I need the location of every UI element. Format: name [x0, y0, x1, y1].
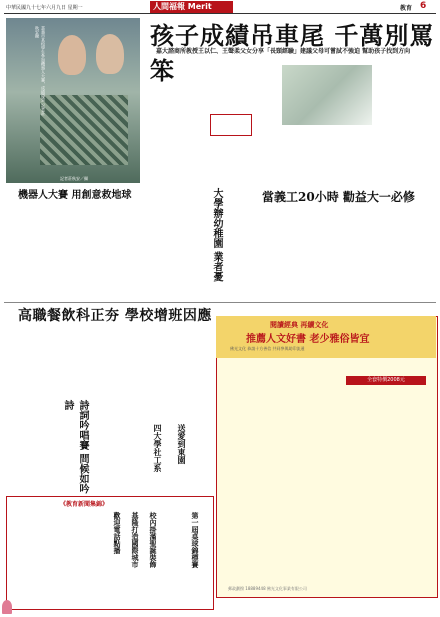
section-label: 教育 — [400, 5, 413, 12]
body-text-column — [8, 326, 60, 486]
family-photo — [282, 65, 372, 125]
robot-model — [40, 95, 128, 165]
body-text-column — [376, 58, 434, 178]
poetry-headline: 詩詞吟唱賽 問候如吟詩 — [62, 400, 88, 494]
pullquote-box — [210, 114, 252, 136]
section-rule — [4, 302, 436, 303]
top-headline: 孩子成績吊車尾 千萬別罵笨 — [150, 21, 435, 85]
footer-text: 郵政劃撥 18889448 佛光文化事業有限公司 — [228, 586, 307, 591]
body-text-column — [330, 208, 434, 300]
news-headline: 第一屆桌球錦標賽 — [191, 512, 200, 568]
body-text-column — [168, 326, 208, 486]
news-headline: 歡迎電話點播 — [113, 512, 122, 554]
lotus-icon — [2, 600, 12, 614]
header-rule — [4, 13, 436, 14]
univ-headline: 大學辦幼稚園 業者憂 — [211, 188, 222, 282]
body-text-column — [10, 512, 106, 606]
photo-caption: 嘉義市某校學生參加機器人大賽，成績優異 記者莊秋安攝 — [35, 26, 46, 116]
issue-date: 中華民國九十七年六月九日 星期一 — [6, 5, 83, 11]
ad-order-form — [222, 480, 432, 580]
student-face-right — [96, 34, 124, 74]
ad-line-3: 佛光文化 恭請十方善信 共同參與助印流通 — [230, 346, 305, 351]
body-text-column — [228, 208, 328, 300]
body-text-column — [96, 326, 144, 486]
top-deck: 嘉大諮商所教授王以仁、王聲柔父女分享「長頸經驗」建議父母可嘗試不強迫 幫助孩子找到方向 — [156, 48, 411, 55]
news-box-title: 《教育新聞集錦》 — [60, 501, 109, 508]
student-face-left — [58, 35, 86, 75]
ad-price-tag: 全套特價2008元 — [346, 376, 426, 385]
page-number: 6 — [420, 1, 427, 11]
ad-table — [346, 410, 432, 470]
body-text-column — [148, 58, 206, 178]
ad-table — [222, 410, 342, 470]
robot-headline: 機器人大賽 用創意救地球 — [18, 190, 132, 201]
body-text-column — [8, 202, 74, 302]
photo-credit: 記者莊秋安／攝 — [60, 176, 88, 181]
ad-line-2: 推薦人文好書 老少雅俗皆宜 — [246, 334, 370, 345]
ad-line-1: 閱讀經典 再續文化 — [270, 320, 329, 329]
masthead: 人間福報 Merit Times — [150, 1, 233, 13]
news-headline: 校內掛滿聖誕裝飾 — [149, 512, 158, 568]
culture-headline-2: 送愛到東園 — [177, 424, 187, 464]
news-headline: 基隆打造國際城市 — [131, 512, 140, 568]
volunteer-headline: 當義工20小時 勸益大一必修 — [262, 190, 415, 204]
vocational-headline: 高職餐飲科正夯 學校增班因應 — [18, 308, 212, 324]
body-text-column — [76, 202, 142, 302]
ad-book-list — [222, 362, 322, 402]
culture-headline-1: 四大學社工系 — [153, 424, 163, 472]
body-text-column — [148, 188, 196, 298]
